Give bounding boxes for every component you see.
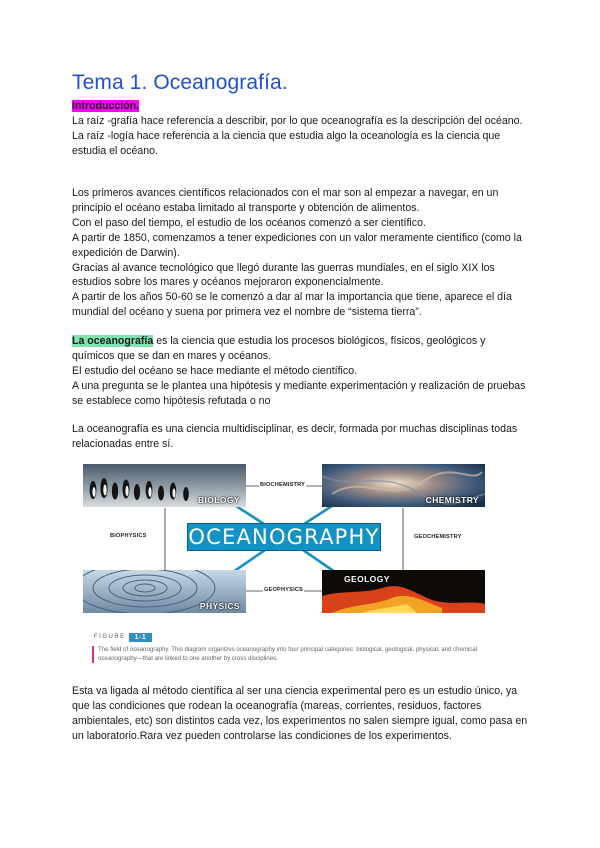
intro-paragraph-grafia: La raíz -grafía hace referencia a describir, por lo que oceanografía es la descripción del océano. <box>72 114 523 127</box>
conclusion-paragraph: Esta va ligada al método científica al ser una ciencia experimental pero es un estudio único, ya que las condiciones que rodean la oceanografía (mareas, corrientes, residuos, factores ambientales, etc) son distintos cada vez, los experimentos no salen siempre igual, como pasa en un laboratorio.Rara vez pueden controlarse las condiciones de los experimentos. <box>72 685 528 742</box>
figure-tag <box>94 630 152 644</box>
figure-caption: The field of oceanography. This diagram organizes oceanography into four principal categories: biological, geological, physical, and chemical oceanography—that are linked to one another by cross disciplines. <box>92 646 488 663</box>
page-title: Tema 1. Oceanografía. <box>72 71 288 94</box>
oceanography-title: OCEANOGRAPHY <box>188 525 380 549</box>
biology-label: BIOLOGY <box>198 495 240 505</box>
definition-paragraph <box>72 334 528 409</box>
physics-label: PHYSICS <box>199 601 240 611</box>
intro-section <box>72 99 528 159</box>
biophysics-label: BIOPHYSICS <box>110 533 147 539</box>
history-paragraph: Los primeros avances científicos relacionados con el mar son al empezar a navegar, en un principio el océano estaba limitado al transporte y obtención de alimentos. Con el paso del tiempo, el estudio de los océanos comenzó a ser científico. A partir de 1850, comenzamos a tener expediciones con un valor meramente científico (como la expedición de Darwin). Gracias al avance tecnológico que llegó durante las guerras mundiales, en el siglo XIX los estudios sobre los mares y océanos mejoraron exponencialmente. A partir de los años 50-60 se le comenzó a dar al mar la importancia que tiene, aparece el día mundial del océano y suena por primera vez el nombre de “sistema tierra”. <box>72 187 522 319</box>
intro-paragraph-logia: La raíz -logía hace referencia a la ciencia que estudia algo la oceanología es la ciencia que estudia el océano. <box>72 129 501 157</box>
definition-text: es la ciencia que estudia los procesos biológicos, físicos, geológicos y químicos que se dan en mares y océanos. El estudio del océano se hace mediante el método científico. A una pregunta se le plantea una hipótesis y mediante experimentación y realización de pruebas se establece como hipótesis refutada o no <box>72 335 526 407</box>
chemistry-label: CHEMISTRY <box>425 495 479 505</box>
geochemistry-label: GEOCHEMISTRY <box>414 534 462 540</box>
physics-photo <box>83 570 246 613</box>
intro-heading: Introducción. <box>72 100 140 112</box>
definition-term: La oceanografía <box>72 335 154 347</box>
oceanography-box <box>187 523 381 551</box>
biology-photo <box>83 464 246 507</box>
geophysics-label: GEOPHYSICS <box>264 587 303 593</box>
multidisciplinary-paragraph: La oceanografía es una ciencia multidisciplinar, es decir, formada por muchas disciplinas todas relacionadas entre sí. <box>72 423 518 450</box>
figure-number: 1-1 <box>129 633 153 642</box>
chemistry-photo <box>322 464 485 507</box>
figure-label: FIGURE <box>94 634 126 640</box>
geology-photo <box>322 570 485 613</box>
oceanography-diagram <box>83 464 485 614</box>
biochemistry-label: BIOCHEMISTRY <box>260 482 306 488</box>
geology-label: GEOLOGY <box>344 574 390 584</box>
